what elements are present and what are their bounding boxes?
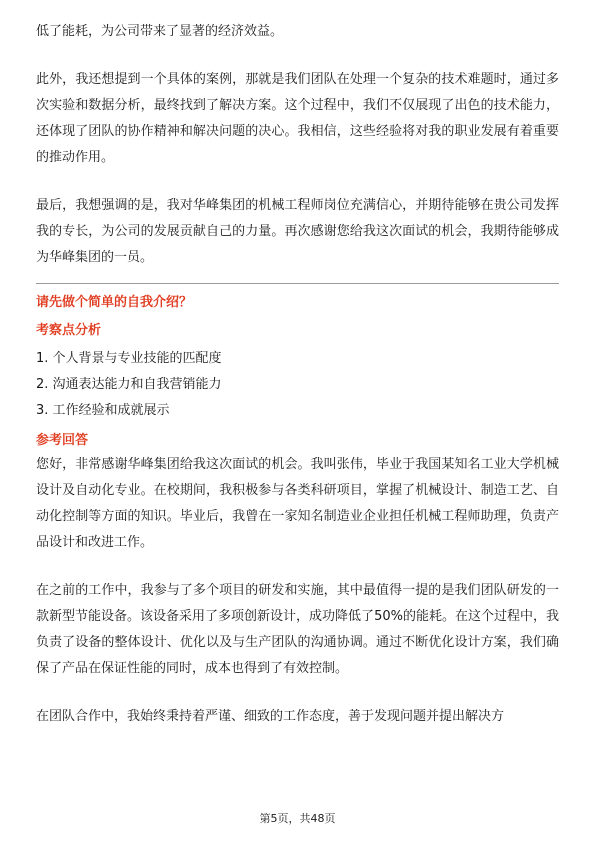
answer-paragraph-experience: 在之前的工作中，我参与了多个项目的研发和实施，其中最值得一提的是我们团队研发的一款新型节能设备。该设备采用了多项创新设计，成功降低了50%的能耗。在这个过程中，我负责了设备的整体设计、优化以及与生产团队的沟通协调。通过不断优化设计方案，我们确保了产品在保证性能的同时，成本也得到了有效控制。: [36, 583, 559, 676]
analysis-item: 1. 个人背景与专业技能的匹配度: [36, 351, 222, 366]
paragraph-energy-savings: 低了能耗，为公司带来了显著的经济效益。: [36, 24, 284, 39]
answer-heading: 参考回答: [36, 433, 89, 448]
analysis-item: 2. 沟通表达能力和自我营销能力: [36, 377, 222, 392]
paragraph-closing: 最后，我想强调的是，我对华峰集团的机械工程师岗位充满信心，并期待能够在贵公司发挥我的专长，为公司的发展贡献自己的力量。再次感谢您给我这次面试的机会，我期待能够成为华峰集团的一员。: [36, 198, 559, 265]
paragraph-case-example: 此外，我还想提到一个具体的案例，那就是我们团队在处理一个复杂的技术难题时，通过多次实验和数据分析，最终找到了解决方案。这个过程中，我们不仅展现了出色的技术能力，还体现了团队的协作精神和解决问题的决心。我相信，这些经验将对我的职业发展有着重要的推动作用。: [36, 72, 559, 165]
analysis-item: 3. 工作经验和成就展示: [36, 403, 170, 418]
question-heading: 请先做个简单的自我介绍？: [36, 295, 193, 310]
answer-paragraph-intro: 您好，非常感谢华峰集团给我这次面试的机会。我叫张伟，毕业于我国某知名工业大学机械设计及自动化专业。在校期间，我积极参与各类科研项目，掌握了机械设计、制造工艺、自动化控制等方面的知识。毕业后，我曾在一家知名制造业企业担任机械工程师助理，负责产品设计和改进工作。: [36, 457, 559, 550]
page-number: 第5页，共48页: [259, 812, 336, 825]
section-divider: [36, 283, 559, 284]
document-page: [36, 0, 559, 730]
analysis-heading: 考察点分析: [36, 323, 102, 338]
answer-paragraph-teamwork: 在团队合作中，我始终秉持着严谨、细致的工作态度，善于发现问题并提出解决方: [36, 709, 505, 724]
